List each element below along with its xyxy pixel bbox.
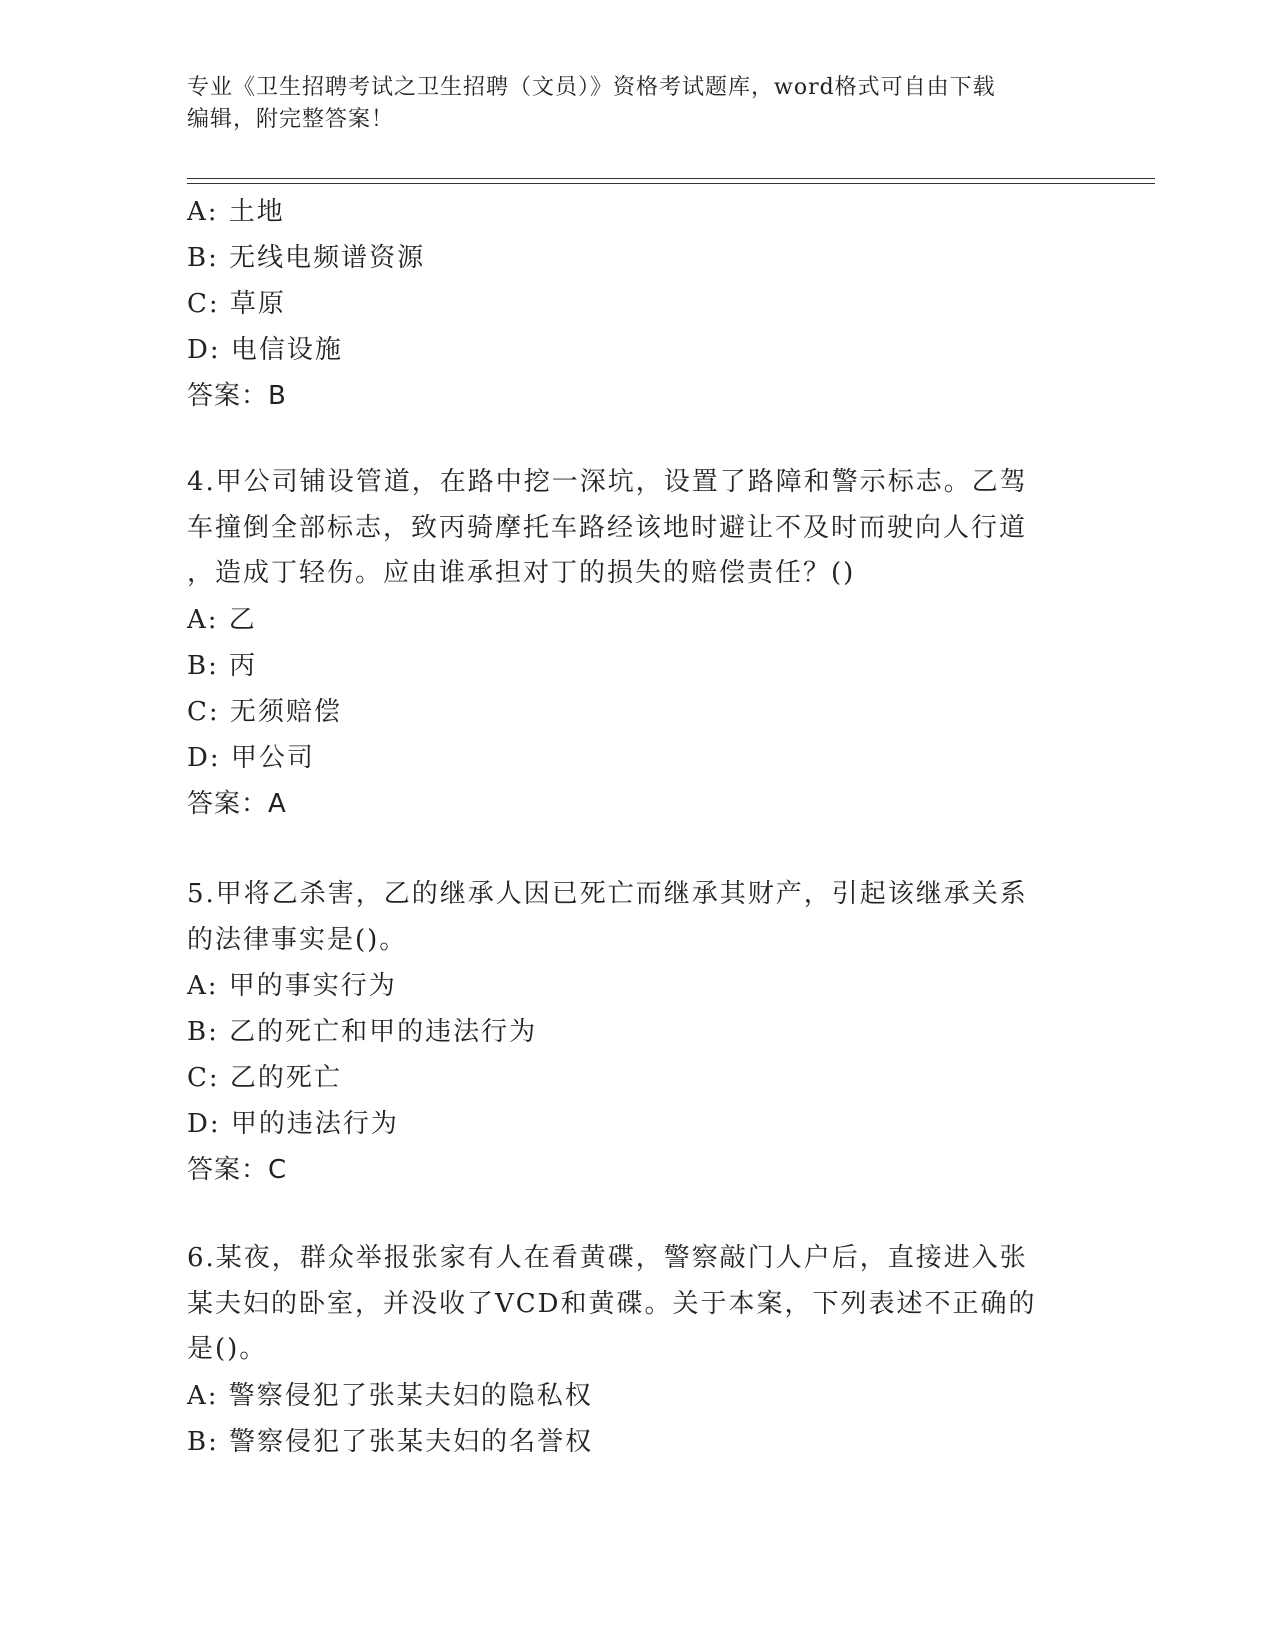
option-a: A: 土地 bbox=[187, 197, 285, 227]
answer-line: 答案：C bbox=[187, 1155, 288, 1185]
question-4-block bbox=[187, 460, 1067, 827]
option-c: C: 乙的死亡 bbox=[187, 1063, 342, 1093]
question-5-block bbox=[187, 872, 1067, 1193]
question-line: ，造成丁轻伤。应由谁承担对丁的损失的赔偿责任？() bbox=[187, 558, 856, 588]
document-header bbox=[187, 72, 1067, 136]
option-a: A: 甲的事实行为 bbox=[187, 971, 397, 1001]
question-line: 的法律事实是()。 bbox=[187, 924, 408, 955]
question-4-text bbox=[187, 460, 1067, 597]
option-a: A: 警察侵犯了张某夫妇的隐私权 bbox=[187, 1380, 593, 1411]
option-d: D: 电信设施 bbox=[187, 335, 343, 365]
question-line: 5.甲将乙杀害，乙的继承人因已死亡而继承其财产，引起该继承关系 bbox=[187, 879, 1028, 909]
option-b: B: 丙 bbox=[187, 650, 258, 681]
question-6-text bbox=[187, 1236, 1067, 1373]
prev-question-block bbox=[187, 189, 1067, 419]
option-c: C: 无须赔偿 bbox=[187, 696, 342, 727]
header-divider-top bbox=[187, 178, 1155, 179]
question-line: 车撞倒全部标志，致丙骑摩托车路经该地时避让不及时而驶向人行道 bbox=[187, 512, 1028, 543]
option-d: D: 甲公司 bbox=[187, 742, 315, 773]
option-c: C: 草原 bbox=[187, 289, 286, 319]
answer-line: 答案：A bbox=[187, 788, 287, 819]
question-5-text bbox=[187, 872, 1067, 963]
answer-line: 答案：B bbox=[187, 381, 287, 411]
option-d: D: 甲的违法行为 bbox=[187, 1109, 399, 1139]
header-line-2: 编辑，附完整答案！ bbox=[187, 107, 395, 132]
header-line-1: 专业《卫生招聘考试之卫生招聘（文员）》资格考试题库，word格式可自由下载 bbox=[187, 75, 996, 100]
question-line: 是()。 bbox=[187, 1334, 268, 1364]
question-6-block bbox=[187, 1236, 1067, 1465]
question-line: 某夫妇的卧室，并没收了VCD和黄碟。关于本案，下列表述不正确的 bbox=[187, 1288, 1037, 1319]
option-b: B: 无线电频谱资源 bbox=[187, 243, 426, 273]
option-b: B: 警察侵犯了张某夫妇的名誉权 bbox=[187, 1426, 594, 1457]
header-divider-bottom bbox=[187, 183, 1155, 184]
option-b: B: 乙的死亡和甲的违法行为 bbox=[187, 1017, 538, 1047]
question-line: 6.某夜，群众举报张家有人在看黄碟，警察敲门人户后，直接进入张 bbox=[187, 1243, 1028, 1273]
option-a: A: 乙 bbox=[187, 604, 257, 635]
question-line: 4.甲公司铺设管道，在路中挖一深坑，设置了路障和警示标志。乙驾 bbox=[187, 467, 1028, 497]
